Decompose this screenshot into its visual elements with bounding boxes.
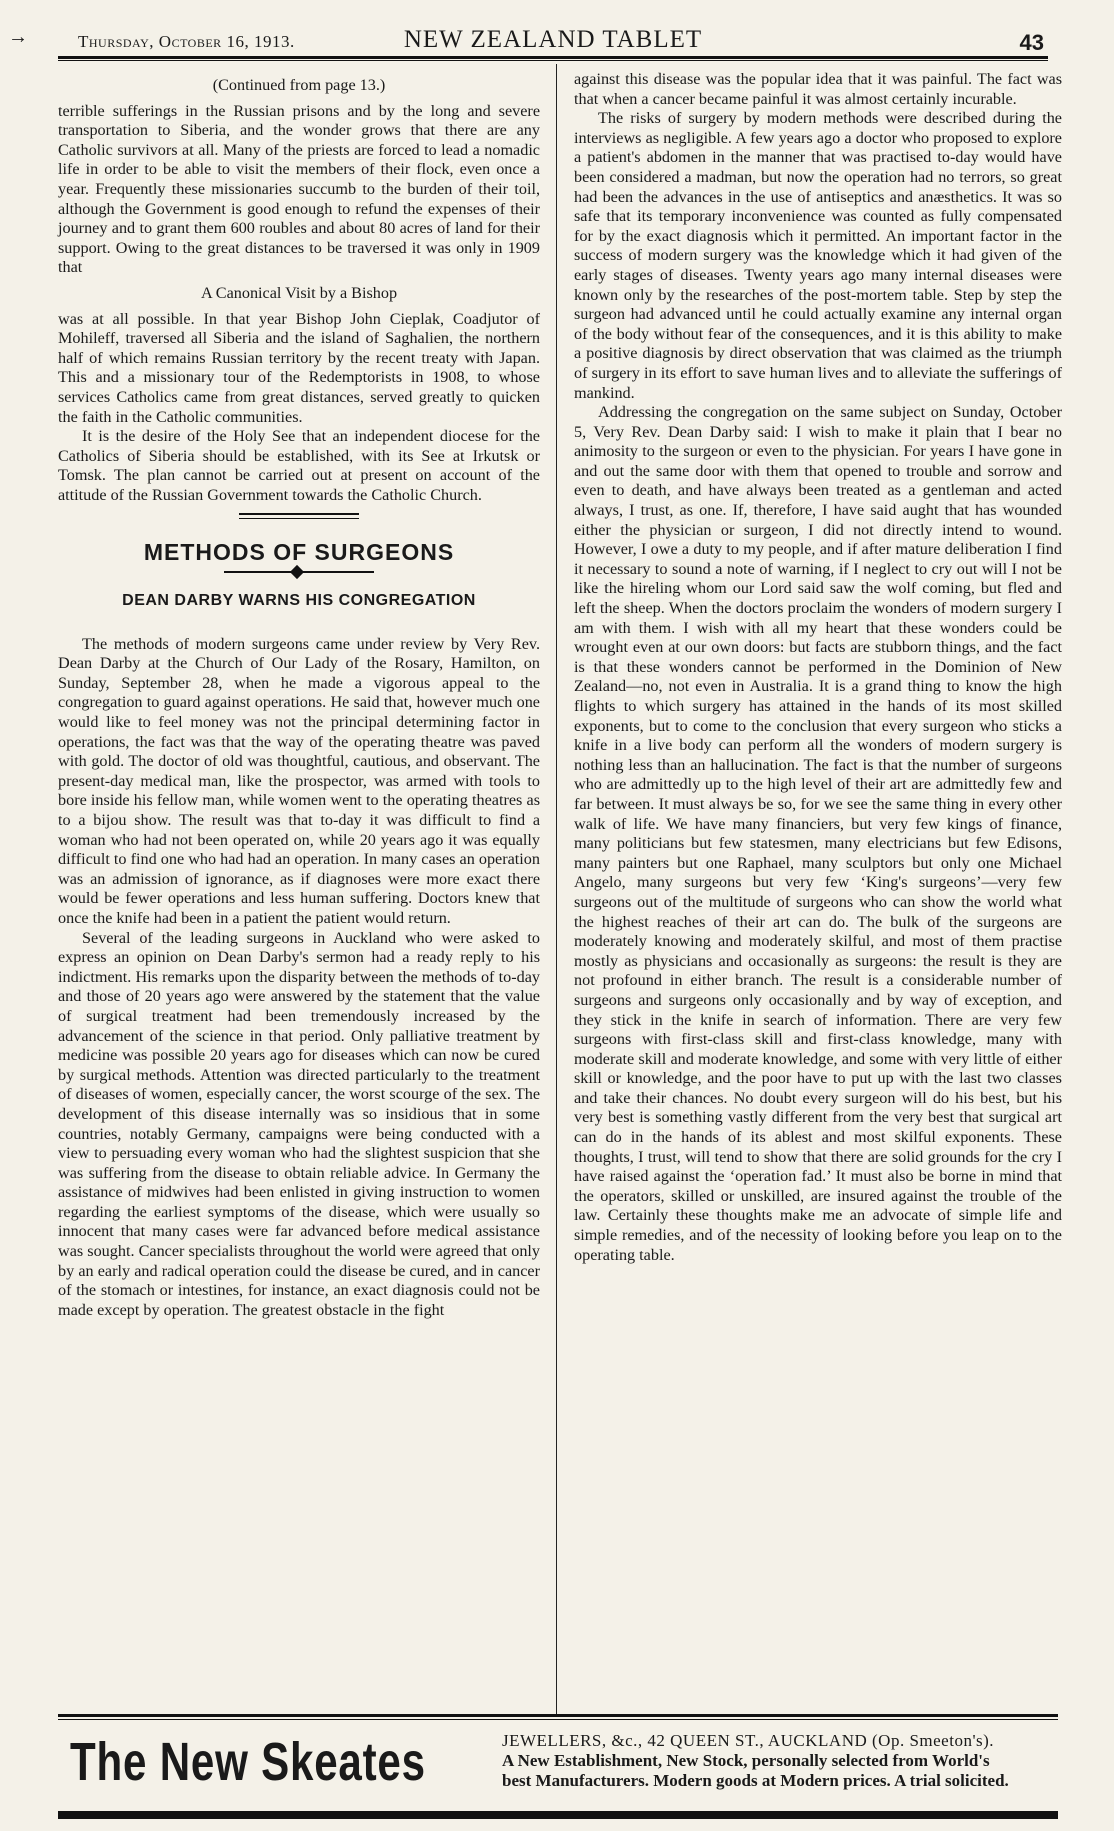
column-divider [556, 64, 557, 1714]
diamond-icon [290, 565, 304, 579]
newspaper-title: NEW ZEALAND TABLET [403, 26, 703, 53]
article-paragraph: The risks of surgery by modern methods were described during the interviews as negligible. A few years ago a doctor who proposed to explore a patient's abdomen in the manner that was practised to-day would have been considered a madman, but now the operation had no terrors, so great had been the advances in the use of antiseptics and anæsthetics. It was so safe that its temporary inconvenience was counted as fully compensated for by the exact diagnosis which it permitted. An important factor in the success of modern surgery was the knowledge which it had given of the early stages of diseases. Twenty years ago many internal diseases were known only by the researches of the post-mortem table. Step by step the surgeon had advanced until he could actually examine any internal organ of the body without fear of the consequences, and it is this ability to make a positive diagnosis by direct observation that was claimed as the triumph of surgery in its effort to save human lives and to alleviate the sufferings of mankind. [574, 109, 1062, 402]
issue-date: Thursday, October 16, 1913. [78, 32, 295, 51]
advert-line-prices: best Manufacturers. Modern goods at Modern prices. A trial solicited. [502, 1771, 1009, 1790]
article-subheadline: DEAN DARBY WARNS HIS CONGREGATION [122, 592, 476, 610]
right-column [574, 70, 1062, 1265]
article-paragraph: It is the desire of the Holy See that an independent diocese for the Catholics of Siberia should be established, with its See at Irkutsk or Tomsk. The plan cannot be carried out at present on account of the attitude of the Russian Government towards the Catholic Church. [58, 427, 540, 504]
masthead-rule [58, 60, 1048, 61]
article-paragraph: The methods of modern surgeons came under review by Very Rev. Dean Darby at the Church of Our Lady of the Rosary, Hamilton, on Sunday, September 28, when he made a vigorous appeal to the congregation to guard against operations. He said that, however much one would like to feel money was not the principal determining factor in operations, the fact was that the way of the operating theatre was paved with gold. The doctor of old was thoughtful, cautious, and observant. The present-day medical man, like the prospector, was armed with tools to bore inside his fellow man, while women went to the operating theatres as to a bijou show. The result was that to-day it was difficult to find a woman who had not been operated on, while 20 years ago it was equally difficult to find one who had had an operation. In many cases an operation was an admission of ignorance, as if diagnoses were more exact there would be fewer operations and less human suffering. Doctors knew that once the knife had been in a patient the patient would return. [58, 634, 540, 927]
left-column [58, 70, 540, 1320]
masthead [58, 22, 1048, 59]
ornament-divider [224, 567, 374, 577]
article-paragraph: was at all possible. In that year Bishop John Cieplak, Coadjutor of Mohileff, traversed all Siberia and the island of Saghalien, the northern half of which remains Russian territory by the recent treaty with Japan. This and a missionary tour of the Redemptorists in 1908, to whose services Catholics came from great distances, served greatly to quicken the faith in the Catholic communities. [58, 309, 540, 426]
advert-text [502, 1731, 1058, 1791]
advert-bottom-strip [58, 1811, 1058, 1819]
section-subhead: A Canonical Visit by a Bishop [200, 283, 398, 302]
article-paragraph: Addressing the congregation on the same subject on Sunday, October 5, Very Rev. Dean Darby said: I wish to make it plain that I bear no animosity to the surgeon or even to the physician. For years I have gone in and out the same door with them that opened to trouble and sorrow and even to death, and have always been treated as a gentleman and acted always, I trust, as one. If, therefore, I have said aught that has wounded either the physician or surgeon, I did not directly intend to wound. However, I owe a duty to my people, and if after mature deliberation I find it necessary to sound a note of warning, if I neglect to cry out will I not be like the hireling whom our Lord said saw the wolf coming, but fled and left the sheep. When the doctors proclaim the wonders of modern surgery I am with them. I wish with all my heart that these wonders could be wrought even at our own doors: but facts are stubborn things, and the fact is that these wonders cannot be performed in the Dominion of New Zealand—no, not even in Australia. It is a grand thing to know the high flights to which surgery has attained in the hands of its most skilled exponents, but to come to the conclusion that every surgeon who sticks a knife in a live body can perform all the wonders of modern surgery is nothing less than an hallucination. The fact is that the number of surgeons who are admittedly up to the high level of their art are admittedly few and far between. It must always be so, for we see the same thing in every other walk of life. We have many financiers, but very few kings of finance, many politicians but few statesmen, many electricians but few Edisons, many painters but one Raphael, many sculptors but only one Michael Angelo, many surgeons but very few ‘King's surgeons’—very few surgeons out of the multitude of surgeons who can show the world what the highest reaches of their art can do. The bulk of the surgeons are moderately knowing and moderately skilful, and most of them practise mostly as physicians and occasionally as surgeons: the result is they are not profound in either branch. The result is a considerable number of surgeons and surgeons only occasionally and by way of exception, and they stick in the knife in search of information. There are very few surgeons with first-class skill and first-class knowledge, many with moderate skill and moderate knowledge, and some with very little of either skill or knowledge, and the poor have to put up with the last two classes and take their chances. No doubt every surgeon will do his best, but his very best is something vastly different from the very best that surgical art can do in the hands of its ablest and most skilful exponents. These thoughts, I trust, will tend to show that there are solid grounds for the cry I have raised against the ‘operation fad.’ It must also be borne in mind that the operators, skilled or unskilled, are insured against the trouble of the law. Certainly these thoughts make me an advocate of simple life and simple remedies, and of the necessity of looking before you leap on to the operating table. [574, 403, 1062, 1264]
margin-mark: → [8, 26, 28, 48]
article-paragraph: Several of the leading surgeons in Auckland who were asked to express an opinion on Dean Darby's sermon had a ready reply to his indictment. His remarks upon the disparity between the methods of to-day and those of 20 years ago were answered by the statement that the value of surgical treatment had been tremendously increased by the advancement of the science in that period. Only palliative treatment by medicine was possible 20 years ago for diseases which can now be cured by surgical methods. Attention was directed particularly to the treatment of diseases of women, especially cancer, the worst scourge of the sex. The development of this disease internally was so insidious that in some countries, notably Germany, campaigns were being conducted with a view to persuading every woman who had the slightest suspicion that she was suffering from the disease to obtain reliable advice. In Germany the assistance of midwives had been enlisted in giving instruction to women regarding the earliest symptoms of the disease, which were usually so innocent that many cases were far advanced before medical assistance was sought. Cancer specialists throughout the world were agreed that only by an early and radical operation could the disease be cured, and in cancer of the stomach or intestines, for instance, an exact diagnosis could not be made except by operation. The greatest obstacle in the fight [58, 928, 540, 1319]
advertisement [58, 1714, 1058, 1827]
continued-note: (Continued from page 13.) [212, 76, 386, 94]
advert-name: The New Skeates [70, 1732, 426, 1792]
article-headline: METHODS OF SURGEONS [143, 539, 455, 566]
article-paragraph: against this disease was the popular idea that it was painful. The fact was that when a cancer became painful it was almost certainly incurable. [574, 70, 1062, 108]
article-paragraph: terrible sufferings in the Russian prisons and by the long and severe transportation to Siberia, and the wonder grows that there are any Catholic survivors at all. Many of the priests are forced to lead a nomadic life in order to be able to visit the members of their flock, even once a year. Frequently these missionaries succumb to the burden of their toil, although the Government is good enough to refund the expenses of their journey and to grant them 600 roubles and about 80 acres of land for their support. Owing to the great distances to be traversed it was only in 1909 that [58, 101, 540, 277]
advert-line-stock: A New Establishment, New Stock, personally selected from World's [502, 1751, 990, 1770]
advert-line-address: JEWELLERS, &c., 42 QUEEN ST., AUCKLAND (Op. Smeeton's). [502, 1731, 995, 1750]
page-number: 43 [1019, 30, 1044, 55]
section-divider [239, 513, 359, 519]
